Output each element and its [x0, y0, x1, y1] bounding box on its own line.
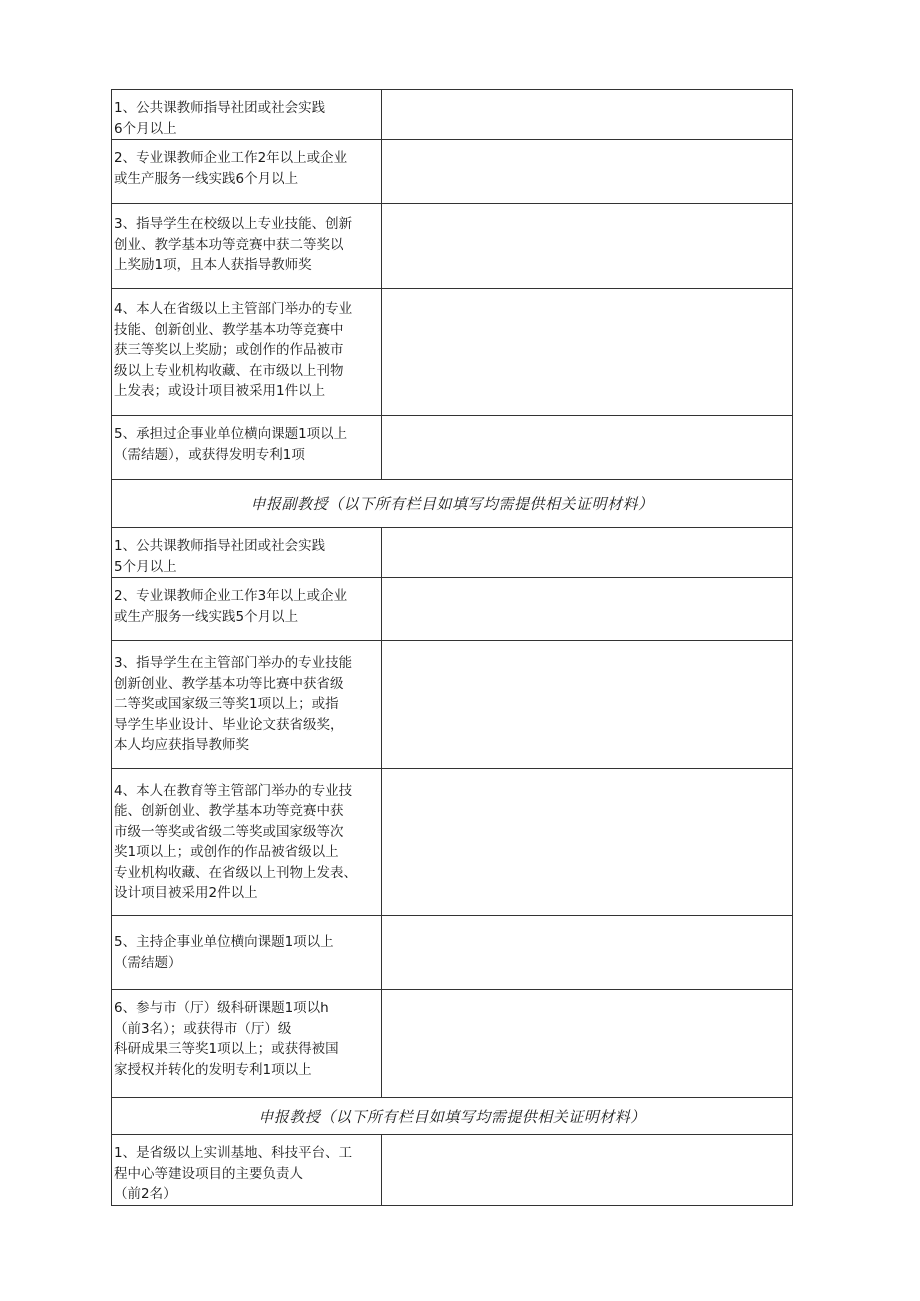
table-row: [112, 90, 793, 140]
answer-cell[interactable]: [382, 204, 793, 289]
table-row: [112, 289, 793, 416]
section-header-associate-professor: 申报副教授（以下所有栏目如填写均需提供相关证明材料）: [112, 480, 793, 528]
table-row: [112, 769, 793, 916]
table-row: [112, 140, 793, 204]
answer-cell[interactable]: [382, 90, 793, 140]
answer-cell[interactable]: [382, 289, 793, 416]
section-header-professor: 申报教授（以下所有栏目如填写均需提供相关证明材料）: [112, 1098, 793, 1135]
requirement-label: 1、是省级以上实训基地、科技平台、工 程中心等建设项目的主要负责人 （前2名）: [112, 1135, 382, 1206]
answer-cell[interactable]: [382, 140, 793, 204]
requirement-label: 3、指导学生在校级以上专业技能、创新 创业、教学基本功等竞赛中获二等奖以 上奖励1项，且本人获指导教师奖: [112, 204, 382, 289]
answer-cell[interactable]: [382, 916, 793, 990]
requirements-form: [111, 89, 788, 1206]
table-row: [112, 528, 793, 578]
answer-cell[interactable]: [382, 990, 793, 1098]
requirement-label: 6、参与市（厅）级科研课题1项以h （前3名）；或获得市（厅）级 科研成果三等奖1项以上；或获得被国 家授权并转化的发明专利1项以上: [112, 990, 382, 1098]
requirements-table: [111, 89, 793, 1206]
table-row: [112, 641, 793, 769]
requirement-label: 5、主持企事业单位横向课题1项以上 （需结题）: [112, 916, 382, 990]
requirement-label: 4、本人在省级以上主管部门举办的专业 技能、创新创业、教学基本功等竞赛中 获三等奖以上奖励；或创作的作品被市 级以上专业机构收藏、在市级以上刊物 上发表；或设计项目被采用1件以上: [112, 289, 382, 416]
requirement-label: 3、指导学生在主管部门举办的专业技能 创新创业、教学基本功等比赛中获省级 二等奖或国家级三等奖1项以上；或指 导学生毕业设计、毕业论文获省级奖， 本人均应获指导教师奖: [112, 641, 382, 769]
table-row: [112, 578, 793, 641]
answer-cell[interactable]: [382, 641, 793, 769]
table-row: [112, 916, 793, 990]
requirement-label: 2、专业课教师企业工作3年以上或企业 或生产服务一线实践5个月以上: [112, 578, 382, 641]
section-header-row: [112, 1098, 793, 1135]
table-row: [112, 990, 793, 1098]
table-row: [112, 416, 793, 480]
answer-cell[interactable]: [382, 416, 793, 480]
table-row: [112, 204, 793, 289]
requirement-label: 1、公共课教师指导社团或社会实践 5个月以上: [112, 528, 382, 578]
answer-cell[interactable]: [382, 1135, 793, 1206]
answer-cell[interactable]: [382, 769, 793, 916]
answer-cell[interactable]: [382, 528, 793, 578]
requirement-label: 5、承担过企事业单位横向课题1项以上 （需结题），或获得发明专利1项: [112, 416, 382, 480]
section-header-row: [112, 480, 793, 528]
answer-cell[interactable]: [382, 578, 793, 641]
requirement-label: 1、公共课教师指导社团或社会实践 6个月以上: [112, 90, 382, 140]
table-row: [112, 1135, 793, 1206]
requirement-label: 4、本人在教育等主管部门举办的专业技 能、创新创业、教学基本功等竞赛中获 市级一等奖或省级二等奖或国家级等次 奖1项以上；或创作的作品被省级以上 专业机构收藏、在省级以上刊物上发表、 设计项目被采用2件以上: [112, 769, 382, 916]
requirement-label: 2、专业课教师企业工作2年以上或企业 或生产服务一线实践6个月以上: [112, 140, 382, 204]
